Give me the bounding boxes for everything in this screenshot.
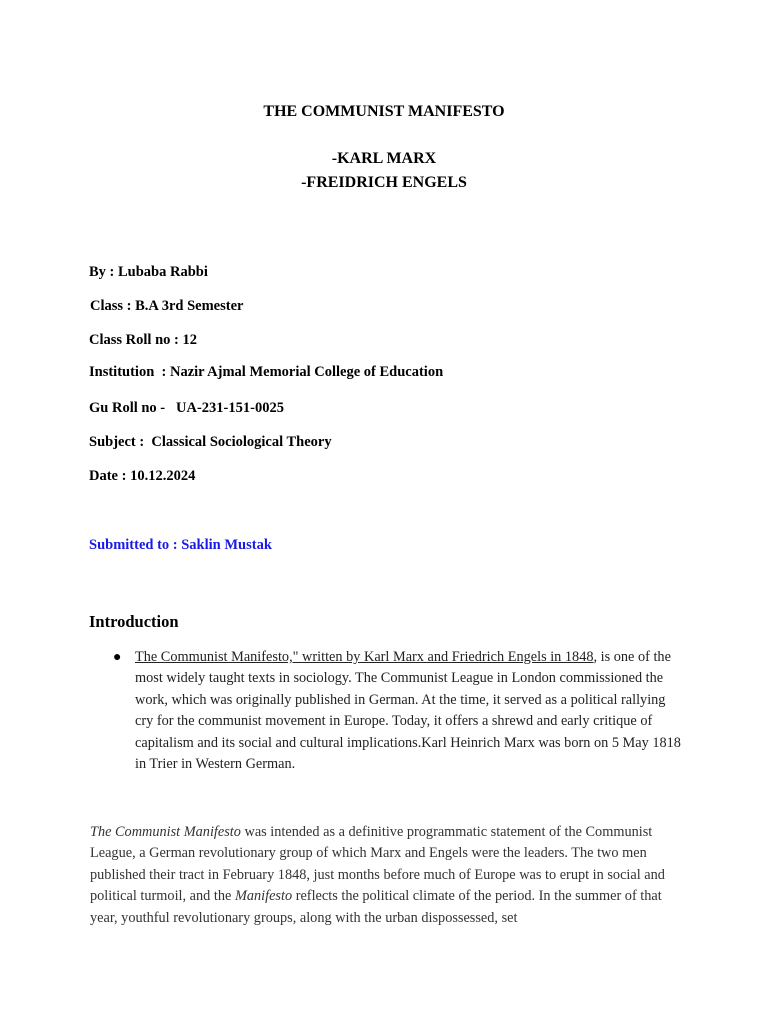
meta-gu-roll: Gu Roll no - UA-231-151-0025: [89, 400, 284, 416]
author-friedrich-engels: -FREIDRICH ENGELS: [301, 174, 467, 191]
meta-class: Class : B.A 3rd Semester: [90, 298, 244, 314]
meta-institution: Institution : Nazir Ajmal Memorial College of Education: [89, 364, 444, 380]
meta-class-roll: Class Roll no : 12: [89, 332, 197, 348]
section-heading-introduction: Introduction: [89, 612, 179, 631]
meta-date: Date : 10.12.2024: [89, 468, 196, 484]
intro-bullet-text: , is one of the most widely taught texts in sociology. The Communist League in London commissioned the work, which was originally published in German. At the time, it served as a political rallying cry for the communist movement in Europe. Today, it offers a shrewd and early critique of capitalism and its social and cultural implications.Karl Heinrich Marx was born on 5 May 1818 in Trier in Western German.: [135, 649, 681, 773]
intro-paragraph: [90, 822, 680, 929]
paragraph-text-part2: reflects the political climate of the period. In the summer of that year, youthful revolutionary groups, along with the urban dispossessed, set: [90, 888, 662, 926]
italic-title-manifesto: Manifesto: [234, 888, 293, 905]
meta-submitted-to: Submitted to : Saklin Mustak: [89, 537, 272, 553]
document-title: THE COMMUNIST MANIFESTO: [263, 103, 505, 120]
italic-title-communist-manifesto: The Communist Manifesto: [90, 824, 241, 840]
paragraph-text-part1: was intended as a definitive programmatic statement of the Communist League, a German revolutionary group of which Marx and Engels were the leaders. The two men published their tract in February 1848, just months before much of Europe was to erupt in social and political turmoil, and the: [90, 824, 665, 905]
bullet-icon: ●: [113, 650, 122, 665]
author-karl-marx: -KARL MARX: [331, 150, 437, 167]
meta-by: By : Lubaba Rabbi: [89, 264, 208, 280]
meta-subject: Subject : Classical Sociological Theory: [89, 434, 332, 450]
intro-bullet-underlined-text: The Communist Manifesto," written by Karl Marx and Friedrich Engels in 1848: [135, 649, 594, 665]
intro-bullet-paragraph: [135, 647, 683, 775]
